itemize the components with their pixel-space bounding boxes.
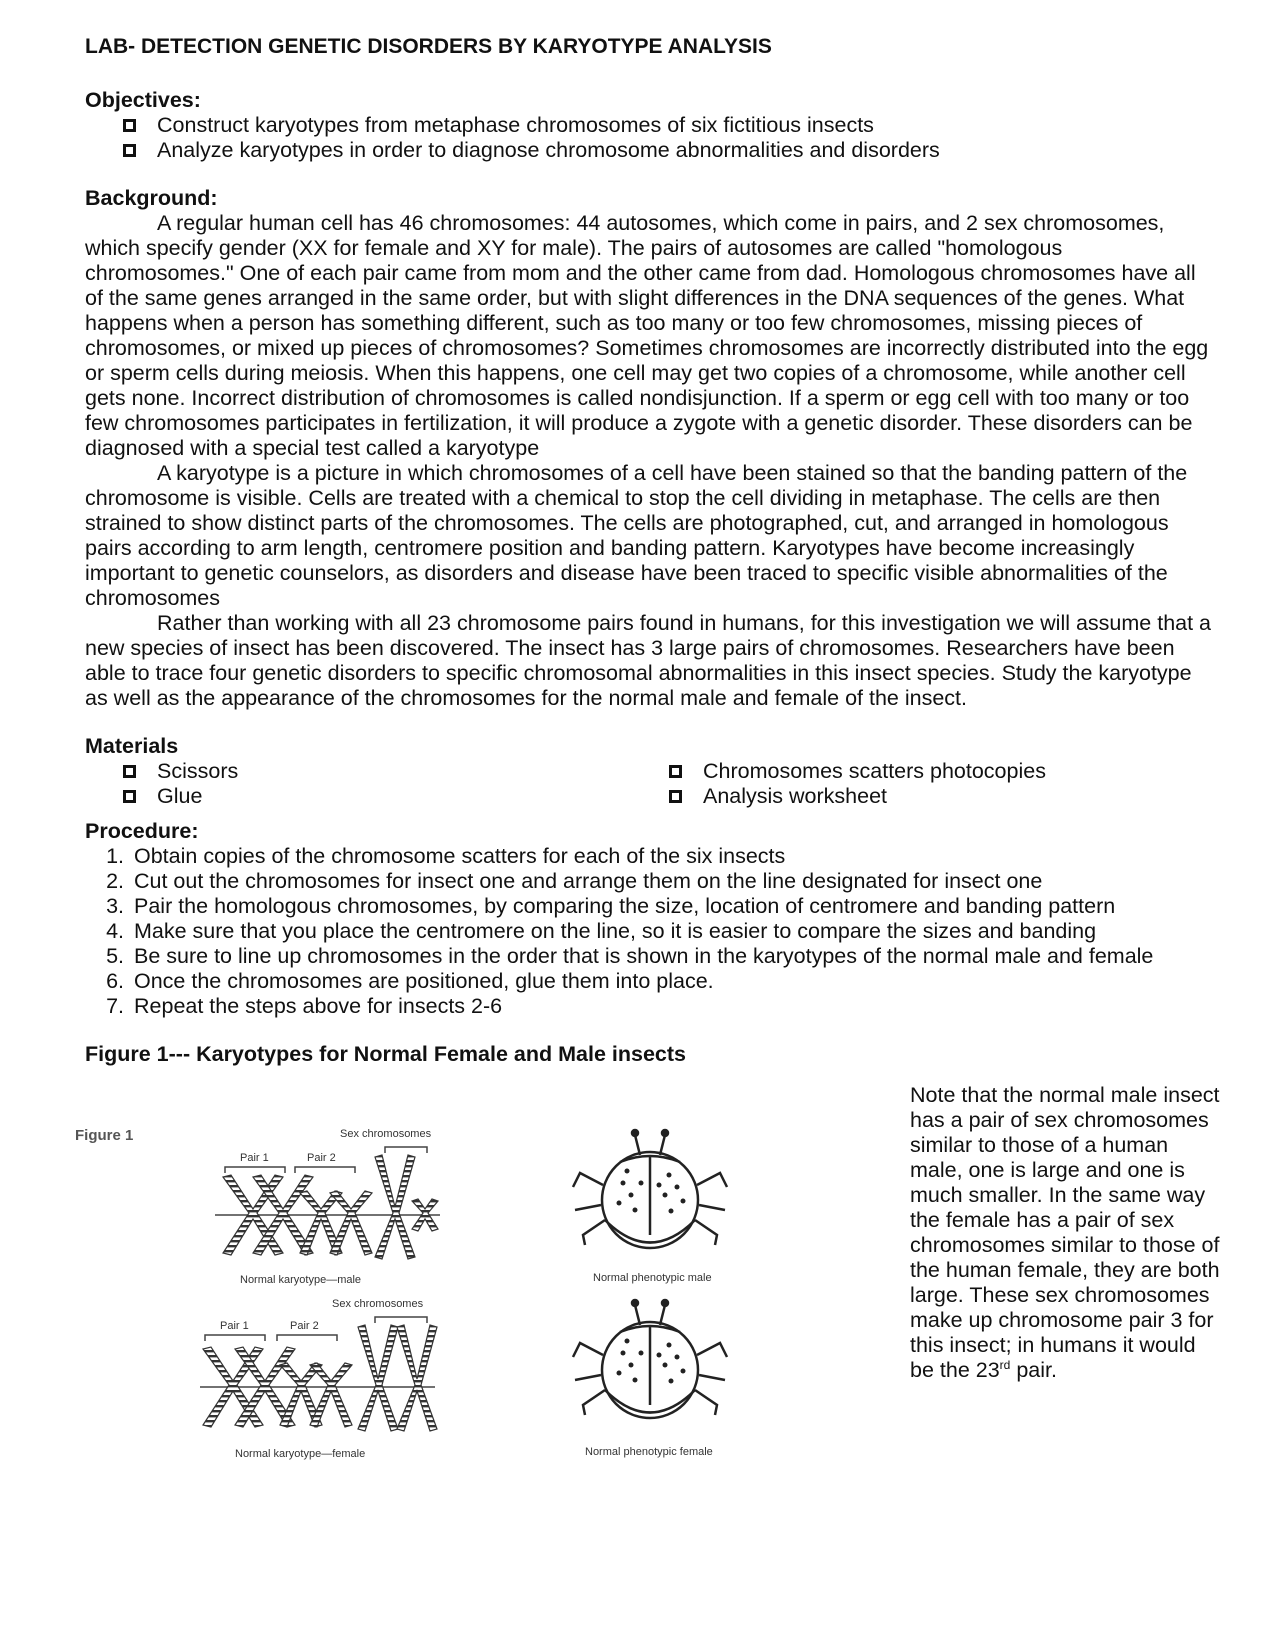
checkbox-icon bbox=[123, 144, 136, 157]
figure-label: Figure 1 bbox=[75, 1127, 134, 1144]
figure-row bbox=[75, 1075, 1220, 1515]
list-item: Analyze karyotypes in order to diagnose chromosome abnormalities and disorders bbox=[123, 138, 1215, 163]
procedure-heading: Procedure: bbox=[85, 819, 199, 843]
pair-1-label: Pair 1 bbox=[240, 1152, 269, 1164]
list-item: Scissors bbox=[123, 759, 669, 784]
male-phenotype-caption: Normal phenotypic male bbox=[593, 1272, 712, 1284]
background-paragraph: A regular human cell has 46 chromosomes: 44 autosomes, which come in pairs, and 2 sex chromosomes, which specify gender (XX for female and XY for male). The pairs of autosomes are called "homologous chromosomes." One of each pair came from mom and the other came from dad. Homologous chromosomes have all of the same genes arranged in the same order, but with slight differences in the DNA sequences of the genes. What happens when a person has something different, such as too many or too few chromosomes, missing pieces of chromosomes, or mixed up pieces of chromosomes? Sometimes chromosomes are incorrectly distributed into the egg or sperm cells during meiosis. When this happens, one cell may get two copies of a chromosome, while another cell gets none. Incorrect distribution of chromosomes is called nondisjunction. If a sperm or egg cell with too many or too few chromosomes participates in fertilization, it will produce a zygote with a genetic disorder. These disorders can be diagnosed with a special test called a karyotype bbox=[85, 211, 1209, 460]
list-item: 3. Pair the homologous chromosomes, by comparing the size, location of centromere and banding pattern bbox=[130, 894, 1215, 919]
checkbox-icon bbox=[669, 790, 682, 803]
list-item: Chromosomes scatters photocopies bbox=[669, 759, 1215, 784]
sex-chromosomes-label: Sex chromosomes bbox=[340, 1128, 432, 1140]
list-item: 1. Obtain copies of the chromosome scatters for each of the six insects bbox=[130, 844, 1215, 869]
procedure-section bbox=[85, 819, 1215, 1019]
list-item: 2. Cut out the chromosomes for insect one and arrange them on the line designated for insect one bbox=[130, 869, 1215, 894]
list-item: Glue bbox=[123, 784, 669, 809]
materials-section bbox=[85, 734, 1215, 809]
male-insect-illustration bbox=[573, 1130, 727, 1248]
background-paragraph: Rather than working with all 23 chromosome pairs found in humans, for this investigation we will assume that a new species of insect has been discovered. The insect has 3 large pairs of chromosomes. Researchers have been able to trace four genetic disorders to specific chromosomal abnormalities in this insect species. Study the karyotype as well as the appearance of the chromosomes for the normal male and female of the insect. bbox=[85, 611, 1212, 710]
list-item: Analysis worksheet bbox=[669, 784, 1215, 809]
materials-list-right bbox=[669, 759, 1215, 809]
objectives-heading: Objectives: bbox=[85, 88, 201, 112]
list-item: 4. Make sure that you place the centromere on the line, so it is easier to compare the sizes and banding bbox=[130, 919, 1215, 944]
list-item: Construct karyotypes from metaphase chromosomes of six fictitious insects bbox=[123, 113, 1215, 138]
objectives-section bbox=[85, 88, 1215, 163]
male-karyotype-caption: Normal karyotype—male bbox=[240, 1274, 362, 1286]
materials-heading: Materials bbox=[85, 734, 179, 758]
checkbox-icon bbox=[123, 765, 136, 778]
checkbox-icon bbox=[123, 119, 136, 132]
karyotype-figure bbox=[75, 1095, 855, 1515]
female-insect-illustration bbox=[573, 1300, 727, 1418]
sex-chromosomes-label: Sex chromosomes bbox=[332, 1298, 424, 1310]
background-heading: Background: bbox=[85, 186, 218, 210]
figure-title: Figure 1--- Karyotypes for Normal Female and Male insects bbox=[85, 1042, 686, 1066]
procedure-list bbox=[85, 844, 1215, 1019]
objectives-list bbox=[85, 113, 1215, 163]
document-page bbox=[75, 34, 1220, 1515]
pair-2-label: Pair 2 bbox=[290, 1320, 319, 1332]
checkbox-icon bbox=[123, 790, 136, 803]
list-item: 5. Be sure to line up chromosomes in the order that is shown in the karyotypes of the normal male and female bbox=[130, 944, 1215, 969]
list-item: 6. Once the chromosomes are positioned, glue them into place. bbox=[130, 969, 1215, 994]
female-karyotype bbox=[200, 1298, 437, 1460]
background-section bbox=[85, 186, 1215, 711]
materials-lists bbox=[85, 759, 1215, 809]
materials-list-left bbox=[85, 759, 669, 809]
page-title: LAB- DETECTION GENETIC DISORDERS BY KARYOTYPE ANALYSIS bbox=[85, 35, 772, 58]
list-item: 7. Repeat the steps above for insects 2-6 bbox=[130, 994, 1215, 1019]
male-karyotype bbox=[215, 1128, 440, 1286]
pair-1-label: Pair 1 bbox=[220, 1320, 249, 1332]
female-phenotype-caption: Normal phenotypic female bbox=[585, 1446, 713, 1458]
checkbox-icon bbox=[669, 765, 682, 778]
figure-note: Note that the normal male insect has a pair of sex chromosomes similar to those of a human male, one is large and one is much smaller. In the same way the female has a pair of sex chromosomes similar to those of the human female, they are both large. These sex chromosomes make up chromosome pair 3 for this insect; in humans it would be the 23rd pair. bbox=[910, 1083, 1220, 1382]
background-paragraph: A karyotype is a picture in which chromosomes of a cell have been stained so that the banding pattern of the chromosome is visible. Cells are treated with a chemical to stop the cell dividing in metaphase. The cells are then strained to show distinct parts of the chromosomes. The cells are photographed, cut, and arranged in homologous pairs according to arm length, centromere position and banding pattern. Karyotypes have become increasingly important to genetic counselors, as disorders and disease have been traced to specific visible abnormalities of the chromosomes bbox=[85, 461, 1188, 610]
female-karyotype-caption: Normal karyotype—female bbox=[235, 1448, 366, 1460]
pair-2-label: Pair 2 bbox=[307, 1152, 336, 1164]
